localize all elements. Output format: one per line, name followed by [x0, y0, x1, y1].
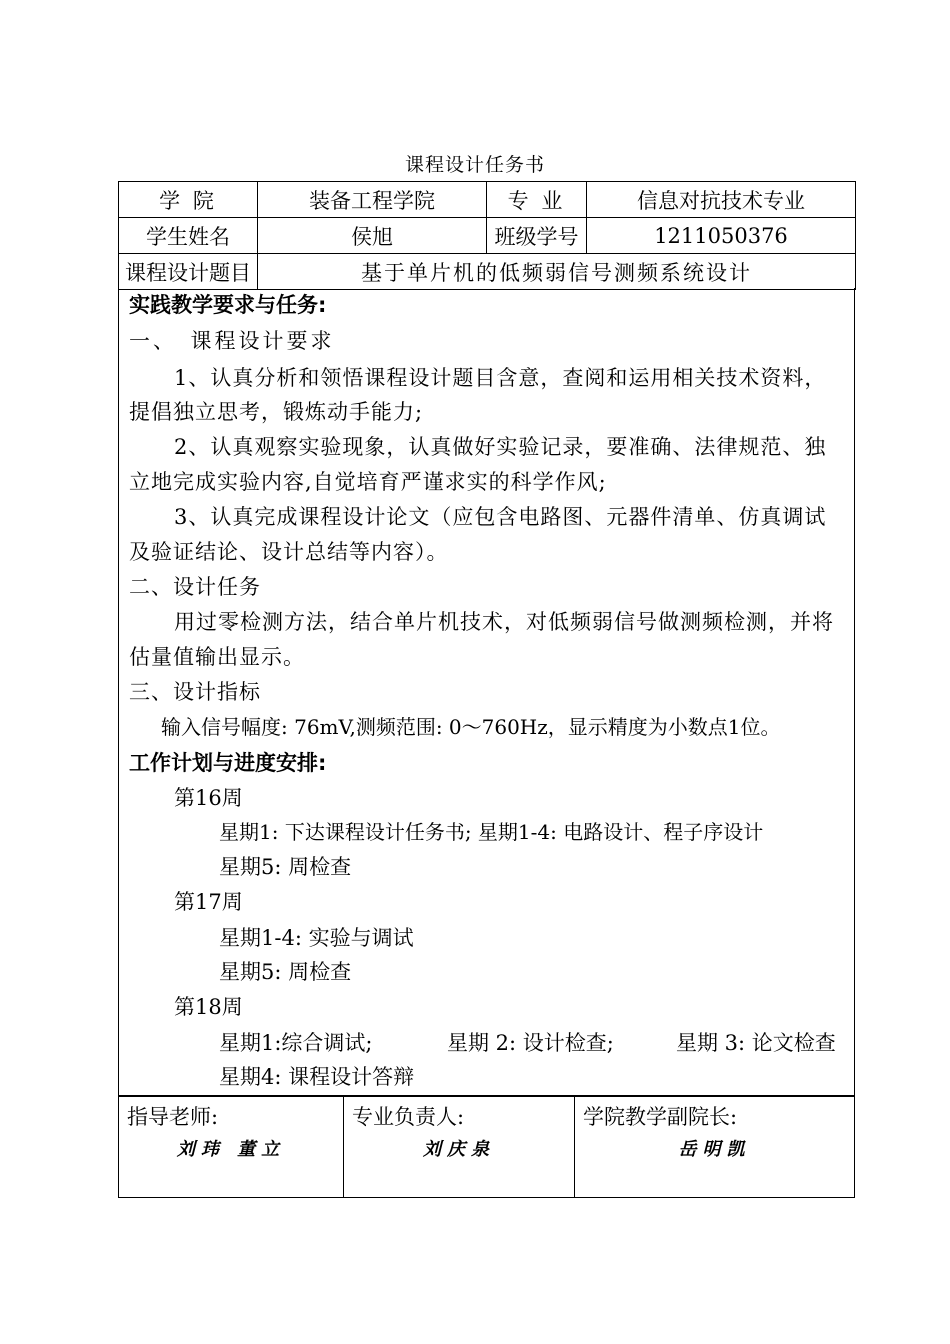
spec-line: 输入信号幅度: 76mV,测频范围: 0～760Hz，显示精度为小数点1位。 — [161, 715, 781, 739]
class-id-label: 班级学号 — [487, 218, 587, 254]
page-title: 课程设计任务书 — [404, 154, 545, 176]
info-row-student — [119, 218, 856, 254]
dean-label: 学院教学副院长: — [583, 1105, 738, 1129]
req3-line2: 及验证结论、设计总结等内容）。 — [129, 540, 449, 564]
signature-row — [118, 1096, 855, 1198]
req1-line1: 1、认真分析和领悟课程设计题目含意，查阅和运用相关技术资料， — [174, 366, 827, 390]
major-head-label: 专业负责人: — [352, 1105, 465, 1129]
task-line2: 估量值输出显示。 — [129, 645, 305, 669]
week18-line2: 星期4: 课程设计答辩 — [219, 1065, 415, 1089]
req2-line1: 2、认真观察实验现象，认真做好实验记录，要准确、法律规范、独 — [174, 435, 827, 459]
week18-line1-c: 星期 3: 论文检查 — [676, 1031, 836, 1055]
advisor-signature: 刘玮 董立 — [176, 1139, 286, 1160]
heading-schedule: 工作计划与进度安排: — [129, 751, 327, 775]
class-id-value: 1211050376 — [587, 218, 856, 254]
section3-title: 三、设计指标 — [129, 680, 261, 704]
week18-line1-b: 星期 2: 设计检查; — [447, 1031, 614, 1055]
section2-title: 二、设计任务 — [129, 575, 261, 599]
week16-line2: 星期5: 周检查 — [219, 855, 352, 879]
dean-signature: 岳明凯 — [678, 1139, 751, 1160]
info-table — [118, 181, 856, 290]
advisor-label: 指导老师: — [127, 1105, 219, 1129]
week17-line2: 星期5: 周检查 — [219, 960, 352, 984]
topic-value: 基于单片机的低频弱信号测频系统设计 — [258, 254, 856, 290]
info-row-topic — [119, 254, 856, 290]
requirements-section — [118, 288, 855, 1096]
major-head-signature: 刘庆泉 — [423, 1139, 495, 1160]
req2-line2: 立地完成实验内容,自觉培育严谨求实的科学作风; — [129, 470, 607, 494]
week16-line1: 星期1: 下达课程设计任务书; 星期1-4: 电路设计、程子序设计 — [219, 820, 764, 844]
college-value: 装备工程学院 — [258, 182, 487, 218]
student-name-value: 侯旭 — [258, 218, 487, 254]
week18-title: 第18周 — [174, 995, 243, 1019]
major-head-cell — [343, 1097, 574, 1197]
week16-title: 第16周 — [174, 786, 243, 810]
topic-label: 课程设计题目 — [119, 254, 258, 290]
college-label: 学 院 — [119, 182, 258, 218]
major-label: 专 业 — [487, 182, 587, 218]
student-name-label: 学生姓名 — [119, 218, 258, 254]
week17-title: 第17周 — [174, 890, 243, 914]
req1-line2: 提倡独立思考，锻炼动手能力; — [129, 400, 424, 424]
major-value: 信息对抗技术专业 — [587, 182, 856, 218]
week17-line1: 星期1-4: 实验与调试 — [219, 926, 414, 950]
task-line1: 用过零检测方法，结合单片机技术，对低频弱信号做测频检测，并将 — [174, 610, 834, 634]
info-row-college — [119, 182, 856, 218]
week18-line1-a: 星期1:综合调试; — [219, 1031, 373, 1055]
heading-requirements: 实践教学要求与任务: — [129, 293, 327, 317]
section1-title: 一、 课程设计要求 — [129, 329, 335, 353]
req3-line1: 3、认真完成课程设计论文（应包含电路图、元器件清单、仿真调试 — [174, 505, 827, 529]
advisor-cell — [119, 1097, 343, 1197]
dean-cell — [574, 1097, 854, 1197]
